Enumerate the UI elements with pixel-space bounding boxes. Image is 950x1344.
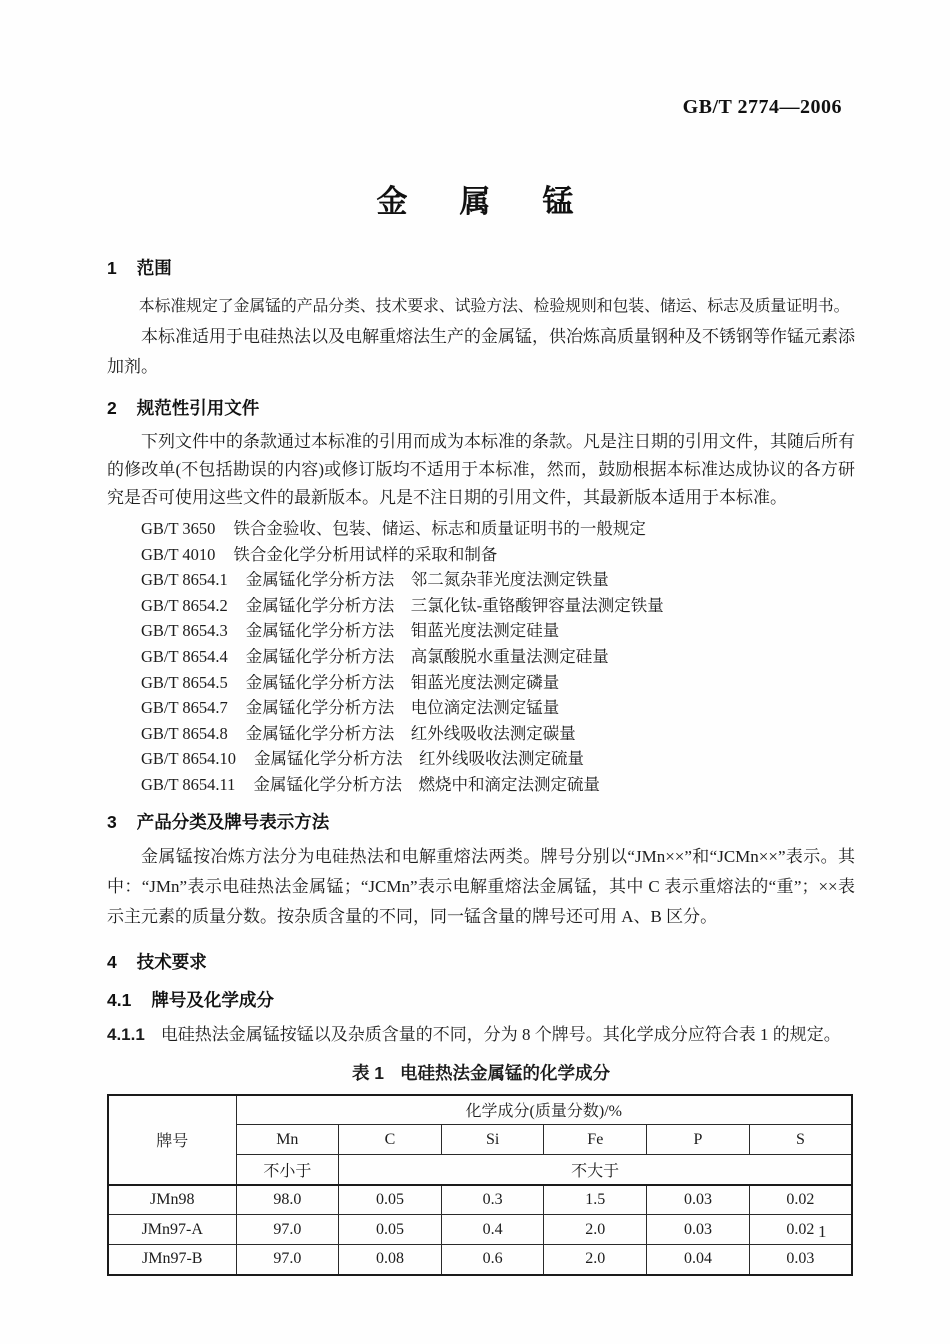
document-title-char: 属 [459,184,491,219]
reference-title: 金属锰化学分析方法 邻二氮杂菲光度法测定铁量 [245,570,609,590]
table-row [108,1215,852,1245]
reference-code: GB/T 8654.1 [141,570,228,590]
value-cell: 98.0 [236,1185,339,1215]
value-cell: 1.5 [544,1185,647,1215]
grade-cell: JMn97-B [108,1245,236,1275]
element-header-c: C [339,1125,442,1155]
page-number: 1 [818,1222,827,1241]
section-4-heading [107,950,855,974]
reference-title: 铁合金验收、包装、储运、标志和质量证明书的一般规定 [233,519,646,538]
reference-code: GB/T 8654.10 [141,749,237,769]
table-row [108,1185,852,1215]
section-number: 3 [107,811,117,832]
document-title-char: 锰 [542,184,574,219]
value-cell: 0.03 [749,1245,852,1275]
reference-item [107,670,855,696]
reference-item [107,746,855,772]
section-title: 规范性引用文件 [136,398,260,418]
section-title: 范围 [136,258,172,278]
document-body [107,248,855,1276]
reference-list [107,516,855,798]
section-title: 技术要求 [136,951,207,972]
reference-item [107,644,855,670]
section-number: 1 [107,258,117,278]
min-limit-label: 不小于 [236,1155,339,1185]
element-header-si: Si [441,1125,544,1155]
reference-code: GB/T 8654.3 [141,621,228,641]
value-cell: 0.02 [749,1185,852,1215]
reference-code: GB/T 8654.5 [141,672,228,692]
section-3-heading [107,810,855,834]
section-number: 4 [107,951,117,972]
reference-title: 金属锰化学分析方法 钼蓝光度法测定硅量 [245,621,560,641]
clause-4-1-1 [107,1022,855,1048]
grade-column-header: 牌号 [108,1095,236,1185]
reference-code: GB/T 3650 [141,519,216,538]
reference-item [107,618,855,644]
element-header-p: P [647,1125,750,1155]
value-cell: 0.02 [749,1215,852,1245]
scope-paragraph-1: 本标准规定了金属锰的产品分类、技术要求、试验方法、检验规则和包装、储运、标志及质量证明书。 [138,298,850,315]
table-row [108,1245,852,1275]
value-cell: 97.0 [236,1245,339,1275]
table-caption-text: 电硅热法金属锰的化学成分 [400,1062,611,1083]
reference-code: GB/T 4010 [141,544,216,564]
section-1-heading [107,256,855,280]
table-1-caption [107,1060,855,1085]
value-cell: 0.03 [647,1215,750,1245]
classification-paragraph: 金属锰按冶炼方法分为电硅热法和电解重熔法两类。牌号分别以“JMn××”和“JCMn××”表示。其中：“JMn”表示电硅热法金属锰；“JCMn”表示电解重熔法金属锰，其中 C 表示重熔法的“重”；××表示主元素的质量分数。按杂质含量的不同，同一锰含量的牌号还可用 A、B 区分。 [107,846,855,926]
max-limit-label: 不大于 [339,1155,852,1185]
reference-title: 金属锰化学分析方法 红外线吸收法测定硫量 [254,749,585,769]
section-title: 产品分类及牌号表示方法 [136,811,330,832]
value-cell: 0.6 [441,1245,544,1275]
value-cell: 0.03 [647,1185,750,1215]
section-2-heading [107,396,855,420]
reference-item [107,567,855,593]
value-cell: 0.3 [441,1185,544,1215]
value-cell: 0.08 [339,1245,442,1275]
reference-item [107,721,855,747]
value-cell: 0.04 [647,1245,750,1275]
section-title: 牌号及化学成分 [151,989,274,1010]
clause-number: 4.1.1 [107,1024,145,1044]
section-number: 4.1 [107,989,132,1010]
element-header-s: S [749,1125,852,1155]
normative-references-intro: 下列文件中的条款通过本标准的引用而成为本标准的条款。凡是注日期的引用文件，其随后所有的修改单(不包括勘误的内容)或修订版均不适用于本标准，然而，鼓励根据本标准达成协议的各方研究是否可使用这些文件的最新版本。凡是不注日期的引用文件，其最新版本适用于本标准。 [107,432,855,507]
element-header-fe: Fe [544,1125,647,1155]
reference-title: 金属锰化学分析方法 燃烧中和滴定法测定硫量 [253,774,600,794]
section-number: 2 [107,398,117,418]
reference-title: 金属锰化学分析方法 红外线吸收法测定碳量 [245,723,576,743]
value-cell: 0.05 [339,1215,442,1245]
value-cell: 0.05 [339,1185,442,1215]
clause-text: 电硅热法金属锰按锰以及杂质含量的不同，分为 8 个牌号。其化学成分应符合表 1 的规定。 [160,1024,841,1044]
reference-code: GB/T 8654.2 [141,595,228,615]
reference-item [107,516,855,542]
reference-item [107,695,855,721]
grade-cell: JMn97-A [108,1215,236,1245]
reference-title: 金属锰化学分析方法 三氯化钛-重铬酸钾容量法测定铁量 [245,595,664,615]
reference-title: 金属锰化学分析方法 电位滴定法测定锰量 [245,698,560,718]
reference-code: GB/T 8654.11 [141,774,236,794]
document-title [0,176,950,221]
section-4-1-heading [107,988,855,1012]
document-title-char: 金 [376,184,408,219]
value-cell: 2.0 [544,1245,647,1275]
reference-title: 金属锰化学分析方法 钼蓝光度法测定磷量 [245,672,560,692]
element-header-mn: Mn [236,1125,339,1155]
scope-paragraph-2: 本标准适用于电硅热法以及电解重熔法生产的金属锰，供冶炼高质量钢种及不锈钢等作锰元素添加剂。 [107,327,855,376]
reference-item [107,772,855,798]
reference-code: GB/T 8654.7 [141,698,228,718]
reference-code: GB/T 8654.8 [141,723,228,743]
reference-item [107,542,855,568]
value-cell: 0.4 [441,1215,544,1245]
table-caption-label: 表 1 [351,1062,385,1083]
reference-code: GB/T 8654.4 [141,646,228,666]
chemical-composition-table [107,1094,853,1276]
grade-cell: JMn98 [108,1185,236,1215]
value-cell: 97.0 [236,1215,339,1245]
reference-title: 金属锰化学分析方法 高氯酸脱水重量法测定硅量 [245,646,609,666]
reference-title: 铁合金化学分析用试样的采取和制备 [233,544,498,564]
composition-group-header: 化学成分(质量分数)/% [236,1095,852,1125]
value-cell: 2.0 [544,1215,647,1245]
reference-item [107,593,855,619]
standard-code: GB/T 2774—2006 [682,96,842,118]
